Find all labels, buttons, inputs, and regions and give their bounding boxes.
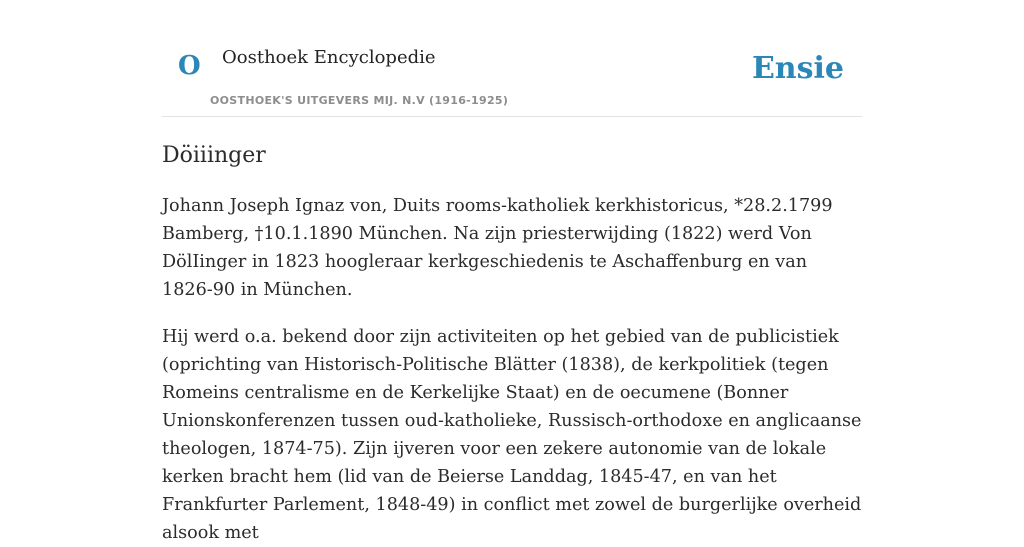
source-header <box>162 0 862 117</box>
source-publisher: OOSTHOEK'S UITGEVERS MIJ. N.V (1916-1925) <box>210 94 509 107</box>
brand-logo-link[interactable]: Ensie <box>751 51 844 86</box>
source-title[interactable]: Oosthoek Encyclopedie <box>222 47 436 68</box>
source-badge: O <box>178 51 201 81</box>
entry-paragraph-1: Johann Joseph Ignaz von, Duits rooms-katholiek kerkhistoricus, *28.2.1799 Bamberg, †10.1.1890 München. Na zijn priesterwijding (1822) werd Von DölIinger in 1823 hoogleraar kerkgeschiedenis te Aschaffenburg en van 1826-90 in München. <box>162 196 833 300</box>
entry-paragraph-2: Hij werd o.a. bekend door zijn activiteiten op het gebied van de publicistiek (oprichting van Historisch-Politische Blätter (1838), de kerkpolitiek (tegen Romeins centralisme en de Kerkelijke Staat) en de oecumene (Bonner Unionskonferenzen tussen oud-katholieke, Russisch-orthodoxe en anglicaanse theologen, 1874-75). Zijn ijveren voor een zekere autonomie van de lokale kerken bracht hem (lid van de Beierse Landdag, 1845-47, en van het Frankfurter Parlement, 1848-49) in conflict met zowel de burgerlijke overheid alsook met <box>162 327 862 543</box>
article-card <box>162 0 862 547</box>
entry-title: Döiiinger <box>162 143 266 168</box>
